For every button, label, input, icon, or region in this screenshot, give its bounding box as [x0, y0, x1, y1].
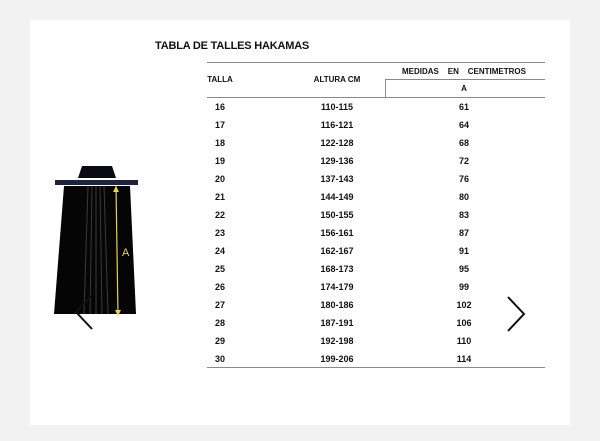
cell-altura: 199-206: [320, 354, 354, 364]
medidas-divider: [385, 79, 545, 80]
cell-talla: 18: [214, 138, 225, 148]
cell-talla: 23: [214, 228, 225, 238]
page-title: TABLA DE TALLES HAKAMAS: [155, 40, 310, 52]
cell-altura: 168-173: [320, 264, 354, 274]
header-talla: TALLA: [207, 75, 233, 84]
cell-altura: 116-121: [320, 120, 354, 130]
cell-altura: 156-161: [320, 228, 354, 238]
prev-slide-button[interactable]: [64, 290, 104, 334]
table-row: [30, 102, 570, 120]
cell-a: 95: [458, 264, 469, 274]
cell-talla: 22: [214, 210, 225, 220]
cell-altura: 187-191: [320, 318, 354, 328]
cell-talla: 28: [214, 318, 225, 328]
cell-talla: 30: [214, 354, 225, 364]
cell-talla: 26: [214, 282, 225, 292]
cell-altura: 150-155: [320, 210, 354, 220]
cell-talla: 29: [214, 336, 225, 346]
cell-talla: 16: [214, 102, 225, 112]
cell-a: 64: [458, 120, 469, 130]
cell-altura: 180-186: [320, 300, 354, 310]
header-vertical-rule: [385, 79, 386, 98]
table-row: [30, 120, 570, 138]
cell-a: 110: [456, 336, 472, 346]
cell-altura: 162-167: [320, 246, 354, 256]
cell-talla: 25: [214, 264, 225, 274]
cell-altura: 122-128: [320, 138, 354, 148]
chevron-right-icon: [504, 294, 528, 334]
cell-talla: 21: [214, 192, 225, 202]
cell-altura: 144-149: [320, 192, 354, 202]
cell-a: 102: [456, 300, 472, 310]
cell-a: 83: [458, 210, 469, 220]
cell-a: 99: [458, 282, 469, 292]
hakama-waistband: [55, 180, 138, 185]
cell-a: 68: [458, 138, 469, 148]
cell-a: 87: [458, 228, 469, 238]
table-top-rule: [207, 62, 545, 63]
cell-a: 61: [458, 102, 469, 112]
cell-a: 72: [458, 156, 469, 166]
table-row: [30, 336, 570, 354]
cell-talla: 20: [214, 174, 225, 184]
chevron-left-icon: [72, 292, 96, 332]
cell-altura: 174-179: [320, 282, 354, 292]
header-bottom-rule: [207, 97, 385, 98]
cell-talla: 24: [214, 246, 225, 256]
table-row: [30, 138, 570, 156]
cell-a: 114: [456, 354, 472, 364]
size-chart-image: [30, 20, 570, 425]
measure-label-a: A: [122, 247, 130, 259]
cell-a: 91: [458, 246, 469, 256]
hakama-waist-back: [78, 166, 116, 178]
cell-altura: 110-115: [320, 102, 354, 112]
next-slide-button[interactable]: [496, 292, 536, 336]
header-a: A: [461, 84, 467, 93]
header-altura: ALTURA CM: [313, 75, 361, 84]
cell-altura: 137-143: [320, 174, 354, 184]
cell-talla: 19: [214, 156, 225, 166]
cell-talla: 27: [214, 300, 225, 310]
cell-a: 76: [458, 174, 469, 184]
table-row: [30, 354, 570, 372]
cell-altura: 192-198: [320, 336, 354, 346]
a-column-rule: [385, 97, 545, 98]
cell-a: 106: [456, 318, 472, 328]
cell-a: 80: [458, 192, 469, 202]
cell-talla: 17: [214, 120, 225, 130]
header-medidas: MEDIDAS EN CENTIMETROS: [401, 67, 526, 76]
cell-altura: 129-136: [320, 156, 354, 166]
